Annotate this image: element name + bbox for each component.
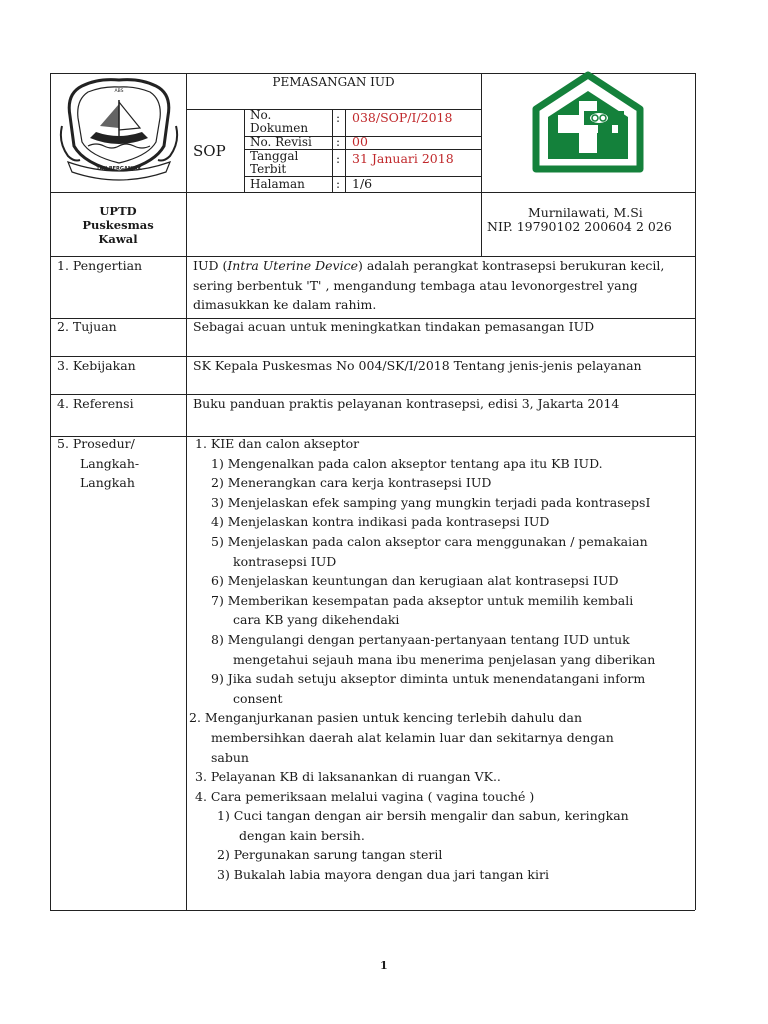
procedure-line: 2) Pergunakan sarung tangan steril	[217, 847, 443, 863]
section-label-kebijakan: 3. Kebijakan	[57, 358, 136, 373]
procedure-line: kontrasepsi IUD	[233, 553, 337, 569]
body-line: IUD (Intra Uterine Device) adalah perangkat kontrasepsi berukuran kecil,	[193, 258, 665, 273]
procedure-line: 2) Menerangkan cara kerja kontrasepsi IUD	[211, 475, 492, 491]
procedure-line: 1) Mengenalkan pada calon akseptor tentang apa itu KB IUD.	[211, 455, 603, 471]
procedure-line: consent	[233, 690, 283, 706]
procedure-line: 1) Cuci tangan dengan air bersih mengalir dan sabun, keringkan	[217, 808, 629, 824]
body-line: sering berbentuk 'T' , mengandung tembaga atau levonorgestrel yang	[193, 277, 638, 293]
procedure-line: 7) Memberikan kesempatan pada akseptor untuk memilih kembali	[211, 592, 634, 608]
meta-label-tanggal: Tanggal Terbit	[250, 149, 299, 176]
signatory-name: Murnilawati, M.Si	[528, 205, 643, 220]
section-body-pengertian	[193, 256, 664, 315]
document-title: PEMASANGAN IUD	[272, 75, 395, 89]
meta-label-halaman: Halaman	[250, 177, 305, 191]
sop-label: SOP	[193, 142, 226, 160]
section-body-referensi	[193, 394, 619, 414]
procedure-line: 3) Bukalah labia mayora dengan dua jari tangan kiri	[217, 867, 549, 883]
section-body-kebijakan	[193, 356, 642, 376]
procedure-line: mengetahui sejauh mana ibu menerima penjelasan yang diberikan	[233, 651, 656, 667]
procedure-line: membersihkan daerah alat kelamin luar dan sekitarnya dengan	[211, 729, 614, 745]
section-body-prosedur	[189, 434, 689, 885]
page-number: 1	[380, 959, 388, 972]
meta-value-dokumen: 038/SOP/I/2018	[352, 110, 453, 125]
colon: :	[336, 135, 341, 149]
procedure-line: 5) Menjelaskan pada calon akseptor cara menggunakan / pemakaian	[211, 533, 648, 549]
body-line: SK Kepala Puskesmas No 004/SK/I/2018 Tentang jenis-jenis pelayanan	[193, 358, 642, 373]
colon: :	[336, 152, 341, 166]
body-line: Sebagai acuan untuk meningkatkan tindakan pemasangan IUD	[193, 319, 595, 334]
procedure-line: 3. Pelayanan KB di laksanankan di ruangan VK..	[195, 769, 501, 785]
colon: :	[336, 111, 341, 125]
section-label-referensi: 4. Referensi	[57, 396, 134, 411]
procedure-line: 9) Jika sudah setuju akseptor diminta untuk menendatangani inform	[211, 671, 646, 687]
meta-label-revisi: No. Revisi	[250, 135, 312, 149]
meta-label-dokumen: No. Dokumen	[250, 108, 309, 135]
procedure-line: dengan kain bersih.	[239, 827, 365, 843]
section-body-tujuan	[193, 317, 594, 337]
body-line: Buku panduan praktis pelayanan kontrasepsi, edisi 3, Jakarta 2014	[193, 396, 620, 411]
section-label-pengertian: 1. Pengertian	[57, 258, 143, 273]
logo-motto: TAK BERGANJAK	[96, 166, 142, 172]
procedure-line: sabun	[211, 749, 249, 765]
procedure-line: 3) Menjelaskan efek samping yang mungkin terjadi pada kontrasepsI	[211, 494, 651, 510]
procedure-line: 8) Mengulangi dengan pertanyaan-pertanyaan tentang IUD untuk	[211, 631, 630, 647]
meta-value-halaman: 1/6	[352, 176, 373, 191]
svg-text:ABS: ABS	[114, 89, 124, 94]
colon: :	[336, 177, 341, 191]
body-line: dimasukkan ke dalam rahim.	[193, 297, 377, 313]
signatory-nip: NIP. 19790102 200604 2 026	[487, 219, 672, 234]
procedure-line: 1. KIE dan calon akseptor	[195, 436, 360, 451]
section-label-tujuan: 2. Tujuan	[57, 319, 117, 334]
puskesmas-cross-logo	[528, 71, 648, 191]
procedure-line: 2. Menganjurkanan pasien untuk kencing terlebih dahulu dan	[189, 710, 583, 726]
procedure-line: 4. Cara pemeriksaan melalui vagina ( vagina touché )	[195, 788, 535, 804]
org-name: UPTD Puskesmas Kawal	[82, 204, 154, 246]
section-label-prosedur: 5. Prosedur/ Langkah- Langkah	[57, 436, 140, 491]
meta-value-tanggal: 31 Januari 2018	[352, 151, 454, 166]
regency-emblem-logo	[58, 76, 180, 184]
procedure-line: cara KB yang dikehendaki	[233, 612, 400, 628]
procedure-line: 4) Menjelaskan kontra indikasi pada kontrasepsi IUD	[211, 514, 550, 530]
procedure-line: 6) Menjelaskan keuntungan dan kerugiaan alat kontrasepsi IUD	[211, 573, 619, 589]
meta-value-revisi: 00	[352, 134, 368, 149]
